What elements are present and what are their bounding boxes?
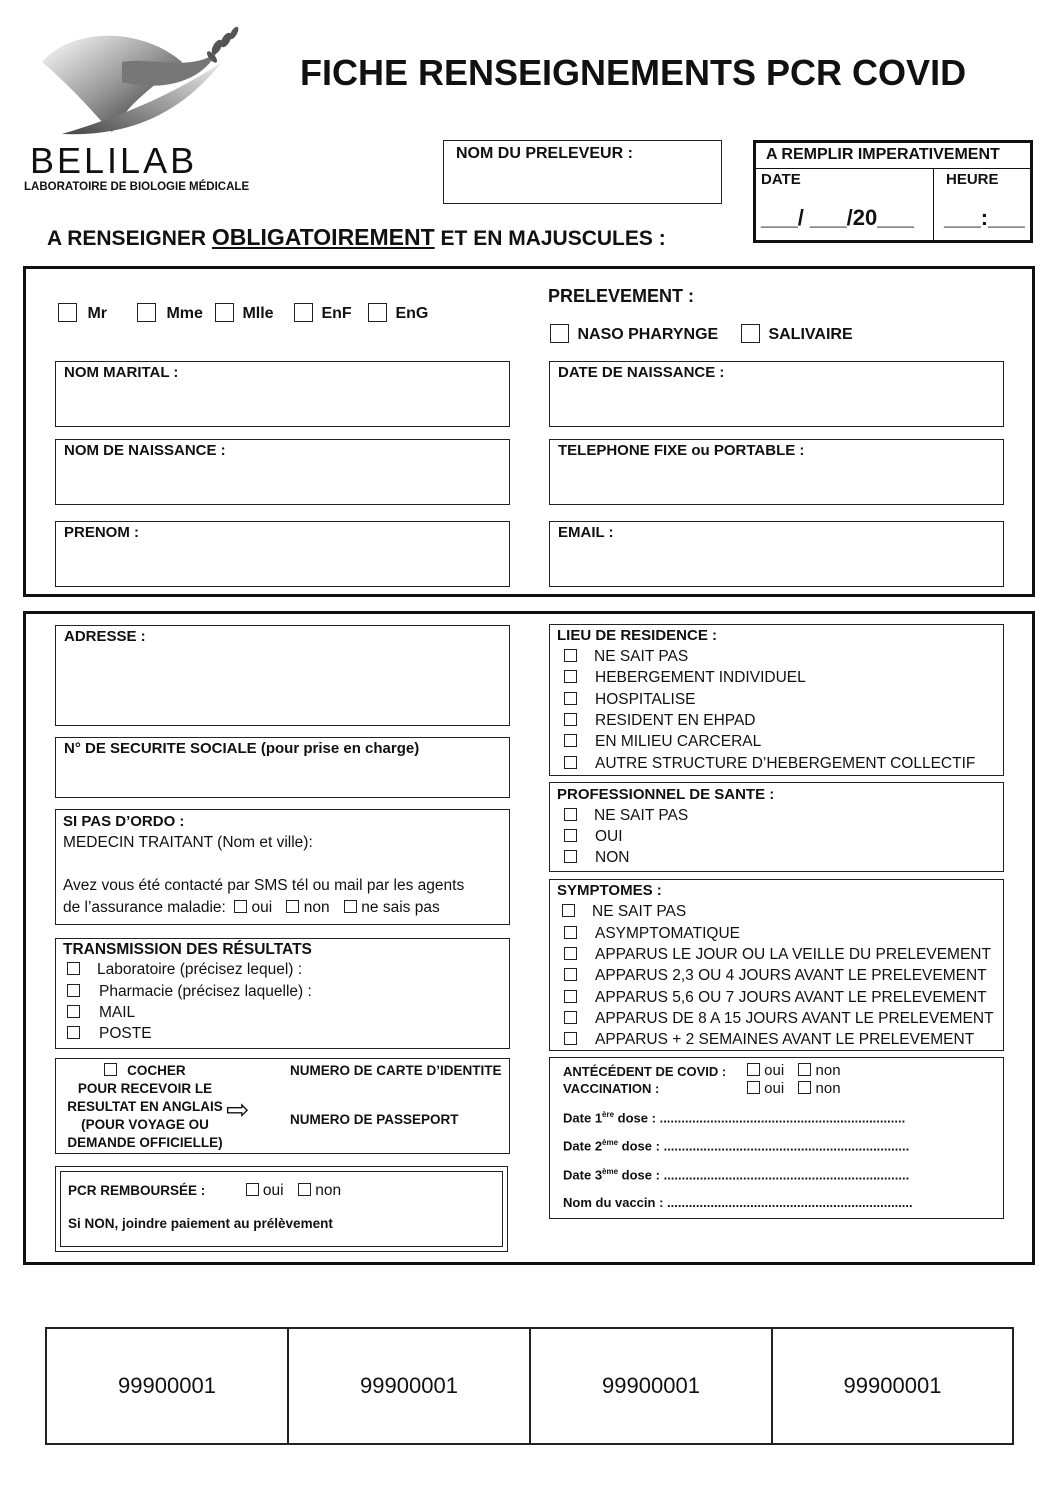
barcode-cell: 99900001 bbox=[531, 1329, 773, 1443]
symptome-option[interactable] bbox=[564, 925, 740, 943]
dose-dots: .................................................................... bbox=[663, 1167, 910, 1183]
remplir-header: A REMPLIR IMPERATIVEMENT bbox=[766, 146, 1000, 163]
checkbox[interactable] bbox=[564, 756, 577, 769]
professionnel-box bbox=[549, 782, 1004, 872]
transmission-option-label: POSTE bbox=[99, 1025, 152, 1042]
checkbox[interactable] bbox=[564, 990, 577, 1003]
dose-2[interactable] bbox=[563, 1138, 909, 1153]
transmission-option[interactable] bbox=[67, 961, 302, 979]
symptome-option-label: NE SAIT PAS bbox=[592, 903, 687, 920]
dose-sup: ème bbox=[602, 1138, 619, 1147]
symptome-option[interactable] bbox=[564, 1031, 974, 1049]
anglais-line: RESULTAT EN ANGLAIS bbox=[67, 1099, 223, 1114]
prelevement-option-label: NASO PHARYNGE bbox=[577, 326, 719, 343]
residence-box bbox=[549, 624, 1004, 776]
email-field[interactable] bbox=[549, 521, 1004, 587]
anglais-line: DEMANDE OFFICIELLE) bbox=[67, 1135, 223, 1150]
checkbox[interactable] bbox=[286, 900, 299, 913]
heure-field[interactable]: ___:___ bbox=[944, 205, 1025, 230]
passeport-label[interactable]: NUMERO DE PASSEPORT bbox=[290, 1112, 459, 1127]
checkbox[interactable] bbox=[564, 947, 577, 960]
professionnel-option[interactable] bbox=[564, 828, 623, 846]
dose-sup: ère bbox=[602, 1110, 615, 1119]
ordo-box bbox=[55, 809, 510, 925]
email-label: EMAIL : bbox=[558, 524, 614, 541]
nom-marital-label: NOM MARITAL : bbox=[64, 364, 179, 381]
transmission-option[interactable] bbox=[67, 983, 312, 1001]
checkbox[interactable] bbox=[564, 670, 577, 683]
prelevement-naso[interactable] bbox=[550, 324, 718, 344]
symptome-option-label: ASYMPTOMATIQUE bbox=[595, 925, 740, 942]
transmission-label: TRANSMISSION DES RÉSULTATS bbox=[63, 941, 312, 958]
rembourse-box bbox=[55, 1166, 508, 1252]
professionnel-option[interactable] bbox=[564, 849, 629, 867]
checkbox[interactable] bbox=[798, 1063, 811, 1076]
symptomes-label: SYMPTOMES : bbox=[557, 882, 662, 899]
checkbox[interactable] bbox=[564, 1011, 577, 1024]
symptome-option[interactable] bbox=[562, 903, 686, 921]
telephone-label: TELEPHONE FIXE ou PORTABLE : bbox=[558, 442, 805, 459]
dose-dots: .................................................................... bbox=[659, 1110, 906, 1126]
date-field[interactable]: ___/ ___/20___ bbox=[761, 205, 914, 230]
civilite-enf[interactable] bbox=[294, 303, 352, 323]
logo-name: BELILAB bbox=[30, 140, 198, 181]
checkbox[interactable] bbox=[368, 303, 387, 322]
rembourse-label: PCR REMBOURSÉE : bbox=[68, 1183, 206, 1198]
date-naissance-label: DATE DE NAISSANCE : bbox=[558, 364, 725, 381]
barcode-strip bbox=[45, 1327, 1014, 1445]
preleveur-label: NOM DU PRELEVEUR : bbox=[456, 145, 633, 162]
checkbox[interactable] bbox=[246, 1183, 259, 1196]
civilite-label: EnG bbox=[395, 305, 429, 322]
checkbox[interactable] bbox=[564, 649, 577, 662]
prenom-field[interactable] bbox=[55, 521, 510, 587]
telephone-field[interactable] bbox=[549, 439, 1004, 505]
civilite-mlle[interactable] bbox=[215, 303, 274, 323]
checkbox[interactable] bbox=[798, 1081, 811, 1094]
checkbox[interactable] bbox=[67, 1026, 80, 1039]
transmission-option-label: Pharmacie (précisez laquelle) : bbox=[99, 983, 312, 1000]
secu-field[interactable] bbox=[55, 737, 510, 798]
checkbox[interactable] bbox=[564, 850, 577, 863]
residence-option-label: RESIDENT EN EHPAD bbox=[595, 712, 756, 729]
checkbox[interactable] bbox=[550, 324, 569, 343]
residence-option[interactable] bbox=[564, 648, 688, 666]
prelevement-option-label: SALIVAIRE bbox=[768, 326, 853, 343]
ordo-label: SI PAS D’ORDO : bbox=[63, 813, 185, 830]
symptome-option[interactable] bbox=[564, 1010, 994, 1028]
professionnel-option[interactable] bbox=[564, 807, 688, 825]
checkbox[interactable] bbox=[234, 900, 247, 913]
nom-marital-field[interactable] bbox=[55, 361, 510, 427]
ordo-question-line2 bbox=[63, 899, 440, 917]
barcode-cell: 99900001 bbox=[289, 1329, 531, 1443]
secu-label: N° DE SECURITE SOCIALE (pour prise en charge) bbox=[64, 740, 420, 757]
symptome-option-label: APPARUS 2,3 OU 4 JOURS AVANT LE PRELEVEMENT bbox=[595, 967, 987, 984]
residence-option[interactable] bbox=[564, 691, 696, 709]
professionnel-label: PROFESSIONNEL DE SANTE : bbox=[557, 786, 775, 803]
antecedent-non: non bbox=[815, 1062, 841, 1079]
dose-word: Date bbox=[563, 1167, 592, 1183]
instruction bbox=[47, 224, 666, 251]
prelevement-salivaire[interactable] bbox=[741, 324, 853, 344]
adresse-field[interactable] bbox=[55, 625, 510, 726]
residence-option-label: AUTRE STRUCTURE D’HEBERGEMENT COLLECTIF bbox=[595, 755, 976, 772]
dose-suffix: dose : bbox=[618, 1167, 664, 1183]
ordo-ne-sais-pas: ne sais pas bbox=[361, 899, 440, 916]
ordo-oui: oui bbox=[251, 899, 273, 916]
checkbox[interactable] bbox=[344, 900, 357, 913]
transmission-option[interactable] bbox=[67, 1025, 152, 1043]
checkbox[interactable] bbox=[741, 324, 760, 343]
checkbox[interactable] bbox=[215, 303, 234, 322]
transmission-option[interactable] bbox=[67, 1004, 135, 1022]
residence-option-label: EN MILIEU CARCERAL bbox=[595, 733, 762, 750]
dose-word: Date bbox=[563, 1110, 592, 1126]
residence-option[interactable] bbox=[564, 669, 806, 687]
checkbox[interactable] bbox=[564, 734, 577, 747]
anglais-box bbox=[55, 1058, 510, 1154]
transmission-box bbox=[55, 938, 510, 1049]
instruction-prefix: A RENSEIGNER bbox=[47, 227, 212, 250]
symptome-option[interactable] bbox=[564, 989, 987, 1007]
residence-option[interactable] bbox=[564, 755, 975, 773]
vaccination-label: VACCINATION : bbox=[563, 1081, 660, 1096]
dose-suffix: dose : bbox=[614, 1110, 660, 1126]
dose-suffix: dose : bbox=[618, 1138, 664, 1154]
dose-sup: ème bbox=[602, 1167, 619, 1176]
transmission-option-label: MAIL bbox=[99, 1004, 136, 1021]
civilite-mr[interactable] bbox=[58, 303, 107, 323]
checkbox[interactable] bbox=[564, 1032, 577, 1045]
medecin-label[interactable]: MEDECIN TRAITANT (Nom et ville): bbox=[63, 834, 313, 851]
instruction-suffix: ET EN MAJUSCULES : bbox=[434, 227, 666, 250]
checkbox[interactable] bbox=[564, 713, 577, 726]
vaccination-oui: oui bbox=[764, 1080, 785, 1097]
adresse-label: ADRESSE : bbox=[64, 628, 146, 645]
dose-word: Date bbox=[563, 1138, 592, 1154]
residence-option[interactable] bbox=[564, 733, 761, 751]
instruction-emphasis: OBLIGATOIREMENT bbox=[211, 224, 435, 250]
heure-label: HEURE bbox=[946, 171, 999, 188]
preleveur-box[interactable] bbox=[443, 140, 722, 204]
checkbox[interactable] bbox=[137, 303, 156, 322]
vaccination-options bbox=[747, 1080, 841, 1097]
rembourse-note: Si NON, joindre paiement au prélèvement bbox=[68, 1216, 333, 1231]
logo bbox=[22, 22, 262, 202]
nom-naissance-field[interactable] bbox=[55, 439, 510, 505]
ordo-non: non bbox=[303, 899, 330, 916]
checkbox[interactable] bbox=[67, 984, 80, 997]
civilite-label: Mme bbox=[166, 305, 203, 322]
residence-option-label: NE SAIT PAS bbox=[594, 648, 689, 665]
civilite-label: Mlle bbox=[242, 305, 274, 322]
dose-num: 1 bbox=[594, 1110, 603, 1126]
arrow-right-icon: ⇨ bbox=[226, 1094, 250, 1125]
checkbox[interactable] bbox=[564, 968, 577, 981]
checkbox[interactable] bbox=[294, 303, 313, 322]
rembourse-oui: oui bbox=[262, 1182, 284, 1199]
civilite-label: EnF bbox=[321, 305, 352, 322]
residence-option-label: HOSPITALISE bbox=[595, 691, 696, 708]
checkbox[interactable] bbox=[564, 926, 577, 939]
transmission-option-label: Laboratoire (précisez lequel) : bbox=[97, 961, 303, 978]
symptome-option-label: APPARUS LE JOUR OU LA VEILLE DU PRELEVEMENT bbox=[595, 946, 991, 963]
carte-identite-label[interactable]: NUMERO DE CARTE D’IDENTITE bbox=[290, 1063, 502, 1078]
checkbox[interactable] bbox=[747, 1063, 760, 1076]
checkbox[interactable] bbox=[564, 808, 577, 821]
dose-num: 2 bbox=[594, 1138, 603, 1154]
antecedent-oui: oui bbox=[764, 1062, 785, 1079]
antecedent-label: ANTÉCÉDENT DE COVID : bbox=[563, 1064, 727, 1079]
symptome-option-label: APPARUS DE 8 A 15 JOURS AVANT LE PRELEVEMENT bbox=[595, 1010, 994, 1027]
rembourse-line bbox=[68, 1182, 341, 1200]
prelevement-label: PRELEVEMENT : bbox=[548, 286, 695, 306]
dose-1[interactable] bbox=[563, 1110, 905, 1125]
vaccination-non: non bbox=[815, 1080, 841, 1097]
ordo-question: Avez vous été contacté par SMS tél ou mail par les agents bbox=[63, 877, 465, 894]
nom-naissance-label: NOM DE NAISSANCE : bbox=[64, 442, 226, 459]
symptome-option[interactable] bbox=[564, 967, 987, 985]
civilite-label: Mr bbox=[87, 305, 108, 322]
anglais-text bbox=[60, 1062, 230, 1152]
residence-option-label: HEBERGEMENT INDIVIDUEL bbox=[595, 669, 806, 686]
checkbox[interactable] bbox=[562, 904, 575, 917]
covid-box bbox=[549, 1057, 1004, 1219]
barcode-cell: 99900001 bbox=[47, 1329, 289, 1443]
anglais-line: COCHER bbox=[127, 1063, 186, 1078]
checkbox[interactable] bbox=[104, 1063, 117, 1076]
civilite-eng[interactable] bbox=[368, 303, 428, 323]
remplir-box bbox=[753, 140, 1033, 243]
checkbox[interactable] bbox=[298, 1183, 311, 1196]
checkbox[interactable] bbox=[564, 692, 577, 705]
dose-num: 3 bbox=[594, 1167, 603, 1183]
symptomes-box bbox=[549, 879, 1004, 1051]
symptome-option-label: APPARUS + 2 SEMAINES AVANT LE PRELEVEMENT bbox=[595, 1031, 975, 1048]
symptome-option[interactable] bbox=[564, 946, 991, 964]
anglais-line: POUR RECEVOIR LE bbox=[77, 1081, 213, 1096]
checkbox[interactable] bbox=[58, 303, 77, 322]
date-label: DATE bbox=[761, 171, 801, 188]
ordo-question-2: de l’assurance maladie: bbox=[63, 899, 226, 916]
vaccin-name[interactable]: Nom du vaccin : .................................................................... bbox=[563, 1195, 913, 1210]
checkbox[interactable] bbox=[67, 1005, 80, 1018]
checkbox[interactable] bbox=[67, 962, 80, 975]
dose-3[interactable] bbox=[563, 1167, 909, 1182]
professionnel-option-label: NON bbox=[595, 849, 630, 866]
dove-icon bbox=[22, 22, 262, 147]
professionnel-option-label: OUI bbox=[595, 828, 623, 845]
civilite-mme[interactable] bbox=[137, 303, 203, 323]
page-title: FICHE RENSEIGNEMENTS PCR COVID bbox=[300, 52, 967, 93]
symptome-option-label: APPARUS 5,6 OU 7 JOURS AVANT LE PRELEVEMENT bbox=[595, 989, 987, 1006]
residence-option[interactable] bbox=[564, 712, 756, 730]
professionnel-option-label: NE SAIT PAS bbox=[594, 807, 689, 824]
dose-dots: .................................................................... bbox=[663, 1138, 910, 1154]
anglais-line: (POUR VOYAGE OU bbox=[81, 1117, 209, 1132]
checkbox[interactable] bbox=[564, 829, 577, 842]
checkbox[interactable] bbox=[747, 1081, 760, 1094]
prenom-label: PRENOM : bbox=[64, 524, 139, 541]
antecedent-options bbox=[747, 1062, 841, 1079]
date-naissance-field[interactable] bbox=[549, 361, 1004, 427]
rembourse-non: non bbox=[315, 1182, 342, 1199]
residence-label: LIEU DE RESIDENCE : bbox=[557, 627, 718, 644]
logo-subtitle: LABORATOIRE DE BIOLOGIE MÉDICALE bbox=[24, 181, 250, 193]
barcode-cell: 99900001 bbox=[843, 1373, 942, 1398]
